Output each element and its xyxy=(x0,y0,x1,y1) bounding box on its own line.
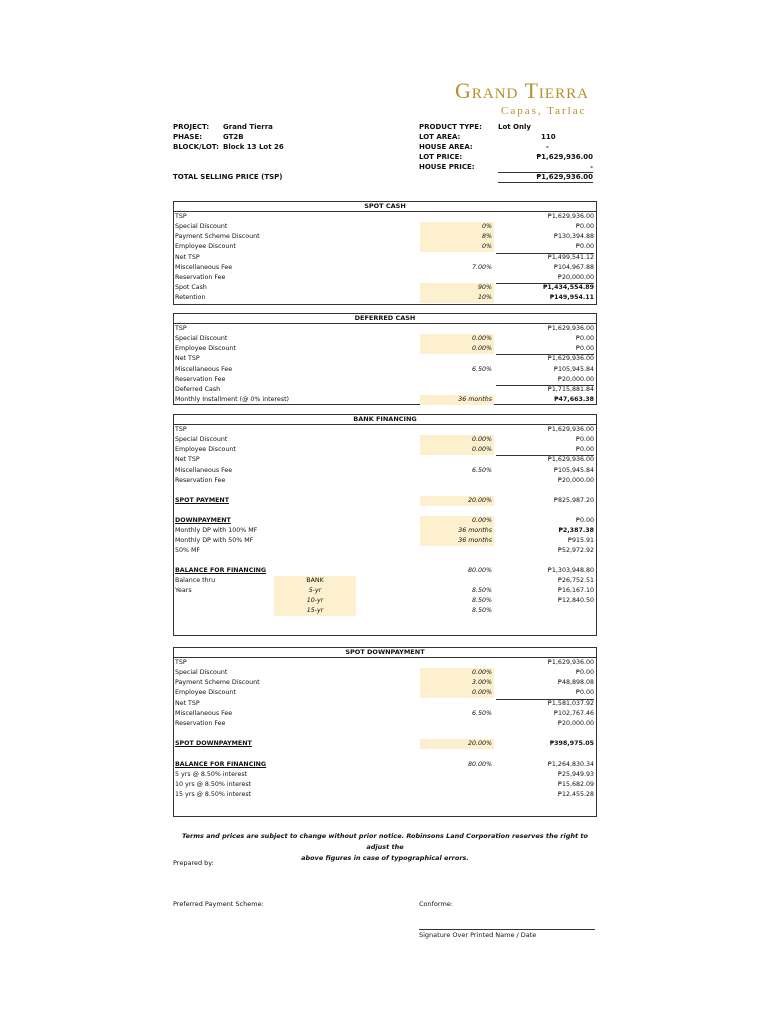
subtotal-line xyxy=(496,354,594,355)
row-label: Years xyxy=(175,587,192,594)
table-row xyxy=(174,253,596,263)
row-percent: 36 months xyxy=(420,536,494,546)
row-percent: 0% xyxy=(420,222,494,232)
row-amount: ₱105,945.84 xyxy=(553,467,594,474)
row-label: Special Discount xyxy=(175,223,228,230)
bank-term-cell: BANK xyxy=(274,576,356,586)
row-percent: 8% xyxy=(420,232,494,242)
row-percent: 7.00% xyxy=(471,264,492,271)
row-label: Reservation Fee xyxy=(175,274,226,281)
row-label: Miscellaneous Fee xyxy=(175,366,233,373)
row-percent: 3.00% xyxy=(420,678,494,688)
product-type-label: PRODUCT TYPE: xyxy=(419,123,482,131)
table-row xyxy=(174,476,596,486)
row-amount: ₱12,455.28 xyxy=(557,791,594,798)
terms-note xyxy=(175,831,595,864)
project-value: Grand Tierra xyxy=(223,123,273,131)
row-label: TSP xyxy=(175,659,187,666)
project-label: PROJECT: xyxy=(173,123,210,131)
row-label: 5 yrs @ 8.50% interest xyxy=(175,771,248,778)
signature-label: Signature Over Printed Name / Date xyxy=(419,931,537,939)
brand-title: Grand Tierra xyxy=(455,78,589,103)
row-label: Payment Scheme Discount xyxy=(175,233,260,240)
row-amount: ₱1,434,554.89 xyxy=(543,284,594,291)
row-amount: ₱20,000.00 xyxy=(557,274,594,281)
row-percent: 36 months xyxy=(420,395,494,405)
table-row xyxy=(174,658,596,668)
brand-subtitle: Capas, Tarlac xyxy=(501,105,587,117)
product-type-value: Lot Only xyxy=(498,123,531,131)
subtotal-line xyxy=(496,699,594,700)
row-percent: 6.50% xyxy=(471,467,492,474)
table-row xyxy=(174,395,596,405)
table-row xyxy=(174,688,596,698)
row-label: TSP xyxy=(175,325,187,332)
row-percent: 20.00% xyxy=(420,496,494,506)
row-amount: ₱47,663.38 xyxy=(554,396,594,403)
row-label: SPOT DOWNPAYMENT xyxy=(175,740,252,747)
table-row xyxy=(174,586,596,596)
bank-financing-section xyxy=(173,414,597,636)
tsp-underline-bottom xyxy=(498,182,593,183)
row-amount: ₱825,987.20 xyxy=(553,497,594,504)
row-amount: ₱398,975.05 xyxy=(549,740,594,747)
table-row xyxy=(174,222,596,232)
row-percent: 20.00% xyxy=(420,739,494,749)
subtotal-line xyxy=(496,385,594,386)
table-row xyxy=(174,770,596,780)
section-title: SPOT CASH xyxy=(174,202,596,212)
phase-value: GT2B xyxy=(223,133,244,141)
row-label: Reservation Fee xyxy=(175,376,226,383)
row-percent: 0.00% xyxy=(420,445,494,455)
row-label: Miscellaneous Fee xyxy=(175,264,233,271)
row-amount: ₱130,394.88 xyxy=(553,233,594,240)
row-amount: ₱1,629,936.00 xyxy=(547,659,594,666)
row-amount: ₱915.91 xyxy=(567,537,594,544)
row-amount: ₱1,715,881.84 xyxy=(547,386,594,393)
row-label: TSP xyxy=(175,426,187,433)
table-row xyxy=(174,739,596,749)
row-amount: ₱104,967.88 xyxy=(553,264,594,271)
table-row xyxy=(174,263,596,273)
row-amount: ₱20,000.00 xyxy=(557,477,594,484)
lot-area-value: 110 xyxy=(541,133,556,141)
row-label: Special Discount xyxy=(175,335,228,342)
row-percent: 0.00% xyxy=(420,435,494,445)
blocklot-value: Block 13 Lot 26 xyxy=(223,143,284,151)
row-amount: ₱1,264,830.34 xyxy=(547,761,594,768)
row-amount: ₱20,000.00 xyxy=(557,376,594,383)
row-amount: ₱105,945.84 xyxy=(553,366,594,373)
deferred-cash-section xyxy=(173,313,597,405)
table-row xyxy=(174,606,596,616)
project-info xyxy=(173,123,603,183)
row-percent: 0.00% xyxy=(420,516,494,526)
row-label: BALANCE FOR FINANCING xyxy=(175,761,267,768)
table-row xyxy=(174,790,596,800)
table-row xyxy=(174,546,596,556)
row-label: Spot Cash xyxy=(175,284,207,291)
row-amount: ₱0.00 xyxy=(575,223,594,230)
row-amount: ₱0.00 xyxy=(575,335,594,342)
row-label: Miscellaneous Fee xyxy=(175,467,233,474)
row-amount: ₱102,767.46 xyxy=(553,710,594,717)
row-label: 15 yrs @ 8.50% interest xyxy=(175,791,252,798)
row-amount: ₱1,581,037.92 xyxy=(547,700,594,707)
row-label: TSP xyxy=(175,213,187,220)
row-amount: ₱0.00 xyxy=(575,436,594,443)
row-amount: ₱1,499,541.12 xyxy=(547,254,594,261)
house-price-value: - xyxy=(590,163,593,171)
row-amount: ₱0.00 xyxy=(575,243,594,250)
tsp-value: ₱1,629,936.00 xyxy=(536,173,593,181)
table-row xyxy=(174,293,596,303)
row-percent: 8.50% xyxy=(471,587,492,594)
table-row xyxy=(174,273,596,283)
row-percent: 0.00% xyxy=(420,334,494,344)
table-row xyxy=(174,516,596,526)
table-row xyxy=(174,709,596,719)
row-amount: ₱0.00 xyxy=(575,517,594,524)
table-row xyxy=(174,760,596,770)
lot-price-label: LOT PRICE: xyxy=(419,153,463,161)
table-row xyxy=(174,242,596,252)
row-label: Balance thru xyxy=(175,577,216,584)
row-label: Payment Scheme Discount xyxy=(175,679,260,686)
table-row xyxy=(174,455,596,465)
table-row xyxy=(174,496,596,506)
row-amount: ₱15,682.09 xyxy=(557,781,594,788)
brand-logo xyxy=(455,78,605,117)
row-label: Reservation Fee xyxy=(175,477,226,484)
row-label: 10 yrs @ 8.50% interest xyxy=(175,781,252,788)
row-label: Employee Discount xyxy=(175,446,236,453)
table-row xyxy=(174,324,596,334)
lot-price-value: ₱1,629,936.00 xyxy=(536,153,593,161)
section-title: SPOT DOWNPAYMENT xyxy=(174,648,596,658)
phase-label: PHASE: xyxy=(173,133,203,141)
table-row xyxy=(174,678,596,688)
row-percent: 0.00% xyxy=(420,344,494,354)
table-row xyxy=(174,385,596,395)
row-label: Special Discount xyxy=(175,436,228,443)
spot-cash-section xyxy=(173,201,597,305)
row-label: BALANCE FOR FINANCING xyxy=(175,567,267,574)
house-area-label: HOUSE AREA: xyxy=(419,143,473,151)
row-percent: 80.00% xyxy=(467,567,492,574)
table-row xyxy=(174,334,596,344)
terms-note-line1: Terms and prices are subject to change without prior notice. Robinsons Land Corporation reserves the right to adjust the xyxy=(182,832,588,851)
table-row xyxy=(174,576,596,586)
row-percent: 8.50% xyxy=(471,607,492,614)
row-percent: 90% xyxy=(420,283,494,293)
row-amount: ₱0.00 xyxy=(575,345,594,352)
terms-note-line2: above figures in case of typographical errors. xyxy=(301,854,469,862)
row-percent: 8.50% xyxy=(471,597,492,604)
table-row xyxy=(174,232,596,242)
table-row xyxy=(174,719,596,729)
row-label: Retention xyxy=(175,294,206,301)
subtotal-line xyxy=(496,283,594,284)
row-amount: ₱52,972.92 xyxy=(557,547,594,554)
row-label: Net TSP xyxy=(175,254,200,261)
signature-line xyxy=(419,929,595,930)
row-label: SPOT PAYMENT xyxy=(175,497,229,504)
row-label: Employee Discount xyxy=(175,243,236,250)
table-row xyxy=(174,566,596,576)
row-amount: ₱1,629,936.00 xyxy=(547,213,594,220)
row-label: Employee Discount xyxy=(175,345,236,352)
bank-term-cell: 5-yr xyxy=(274,586,356,596)
row-amount: ₱1,629,936.00 xyxy=(547,456,594,463)
row-amount: ₱20,000.00 xyxy=(557,720,594,727)
tsp-underline-top xyxy=(498,172,593,173)
table-row xyxy=(174,212,596,222)
row-label: Monthly Installment (@ 0% interest) xyxy=(175,396,289,403)
table-row xyxy=(174,435,596,445)
bank-term-cell: 10-yr xyxy=(274,596,356,606)
preferred-scheme-label: Preferred Payment Scheme: xyxy=(173,900,264,908)
row-amount: ₱1,629,936.00 xyxy=(547,426,594,433)
prepared-by-label: Prepared by: xyxy=(173,859,214,867)
subtotal-line xyxy=(496,455,594,456)
table-row xyxy=(174,445,596,455)
row-amount: ₱0.00 xyxy=(575,689,594,696)
table-row xyxy=(174,344,596,354)
lot-area-label: LOT AREA: xyxy=(419,133,461,141)
row-amount: ₱48,898.08 xyxy=(557,679,594,686)
row-label: Net TSP xyxy=(175,700,200,707)
house-price-label: HOUSE PRICE: xyxy=(419,163,475,171)
table-row xyxy=(174,375,596,385)
row-label: Reservation Fee xyxy=(175,720,226,727)
row-amount: ₱1,629,936.00 xyxy=(547,355,594,362)
table-row xyxy=(174,668,596,678)
row-amount: ₱0.00 xyxy=(575,446,594,453)
row-label: Special Discount xyxy=(175,669,228,676)
row-percent: 36 months xyxy=(420,526,494,536)
conforme-label: Conforme: xyxy=(419,900,453,908)
tsp-label: TOTAL SELLING PRICE (TSP) xyxy=(173,173,283,181)
table-row xyxy=(174,354,596,364)
row-percent: 0.00% xyxy=(420,688,494,698)
row-amount: ₱0.00 xyxy=(575,669,594,676)
section-title: BANK FINANCING xyxy=(174,415,596,425)
row-percent: 0.00% xyxy=(420,668,494,678)
subtotal-line xyxy=(496,253,594,254)
house-area-value: - xyxy=(546,143,549,151)
row-label: Monthly DP with 100% MF xyxy=(175,527,258,534)
blocklot-label: BLOCK/LOT: xyxy=(173,143,219,151)
section-title: DEFERRED CASH xyxy=(174,314,596,324)
row-percent: 10% xyxy=(420,293,494,303)
row-percent: 80.00% xyxy=(467,761,492,768)
row-amount: ₱25,949.93 xyxy=(557,771,594,778)
row-label: Net TSP xyxy=(175,456,200,463)
table-row xyxy=(174,526,596,536)
row-label: Employee Discount xyxy=(175,689,236,696)
table-row xyxy=(174,536,596,546)
table-row xyxy=(174,780,596,790)
row-label: Monthly DP with 50% MF xyxy=(175,537,254,544)
table-row xyxy=(174,425,596,435)
row-amount: ₱2,387.38 xyxy=(558,527,594,534)
row-label: Miscellaneous Fee xyxy=(175,710,233,717)
row-amount: ₱1,629,936.00 xyxy=(547,325,594,332)
table-row xyxy=(174,596,596,606)
row-label: Net TSP xyxy=(175,355,200,362)
table-row xyxy=(174,283,596,293)
spot-downpayment-section xyxy=(173,647,597,817)
bank-term-cell: 15-yr xyxy=(274,606,356,616)
row-amount: ₱1,303,948.80 xyxy=(547,567,594,574)
row-percent: 6.50% xyxy=(471,710,492,717)
row-amount: ₱16,167.10 xyxy=(557,587,594,594)
row-label: DOWNPAYMENT xyxy=(175,517,231,524)
row-amount: ₱12,840.50 xyxy=(557,597,594,604)
row-percent: 6.50% xyxy=(471,366,492,373)
row-label: 50% MF xyxy=(175,547,201,554)
row-label: Deferred Cash xyxy=(175,386,221,393)
table-row xyxy=(174,466,596,476)
table-row xyxy=(174,699,596,709)
row-amount: ₱149,954.11 xyxy=(549,294,594,301)
row-amount: ₱26,752.51 xyxy=(557,577,594,584)
row-percent: 0% xyxy=(420,242,494,252)
table-row xyxy=(174,365,596,375)
